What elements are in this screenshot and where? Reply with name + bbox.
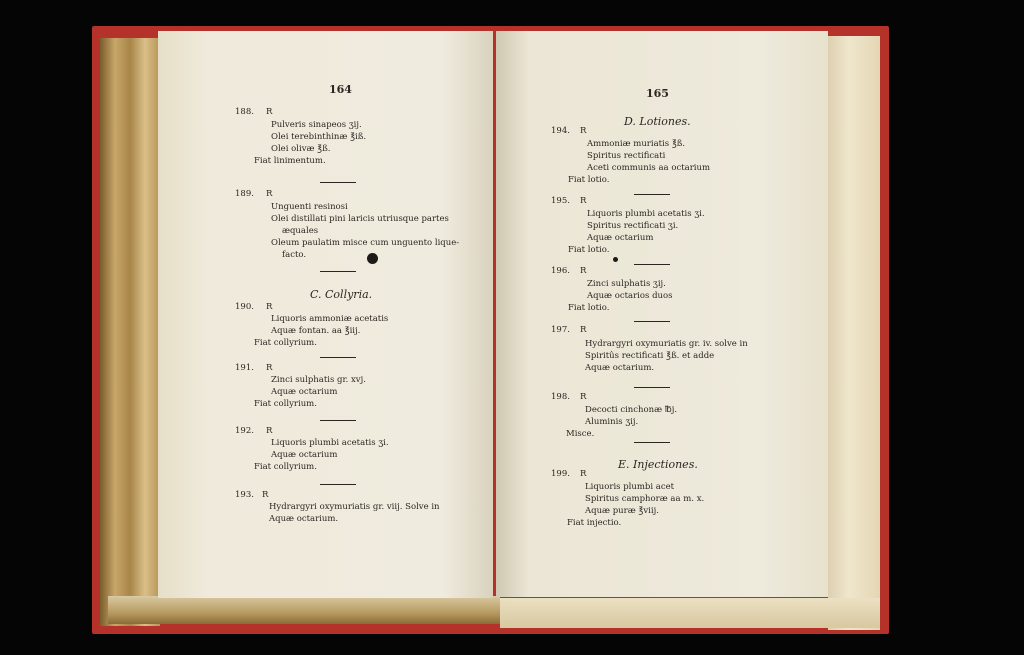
section-heading: E. Injectiones. bbox=[618, 458, 698, 471]
directive-line: Fiat linimentum. bbox=[254, 156, 326, 166]
ingredient-line: Pulveris sinapeos ʒij. bbox=[271, 120, 362, 130]
page-edges-right bbox=[828, 36, 880, 630]
recipe-symbol: R bbox=[266, 426, 273, 436]
left-page bbox=[158, 31, 493, 598]
ingredient-line: Aquæ puræ ℥viij. bbox=[585, 506, 659, 516]
directive-line: Fiat injectio. bbox=[567, 518, 622, 528]
page-number: 165 bbox=[646, 87, 669, 100]
prescription-number: 189. bbox=[235, 189, 254, 199]
right-page bbox=[496, 31, 828, 597]
recipe-symbol: R bbox=[580, 392, 587, 402]
ingredient-line: Aluminis ʒij. bbox=[585, 417, 639, 427]
prescription-number: 194. bbox=[551, 126, 570, 136]
ingredient-line: facto. bbox=[282, 250, 307, 260]
divider bbox=[634, 387, 670, 388]
directive-line: Fiat lotio. bbox=[568, 175, 610, 185]
recipe-symbol: R bbox=[580, 266, 587, 276]
ingredient-line: Aquæ octarium bbox=[271, 387, 338, 397]
recipe-symbol: R bbox=[580, 196, 587, 206]
prescription-number: 196. bbox=[551, 266, 570, 276]
ingredient-line: Aquæ fontan. aa ℥iij. bbox=[271, 326, 361, 336]
page-edges-right-bottom bbox=[500, 598, 880, 628]
ingredient-line: Aceti communis aa octarium bbox=[587, 163, 711, 173]
ingredient-line: Liquoris ammoniæ acetatis bbox=[271, 314, 389, 324]
recipe-symbol: R bbox=[266, 302, 273, 312]
page-edges-left bbox=[100, 38, 160, 626]
directive-line: Fiat collyrium. bbox=[254, 399, 317, 409]
page-edges-bottom bbox=[108, 596, 500, 624]
divider bbox=[320, 357, 356, 358]
ingredient-line: Oleum paulatim misce cum unguento lique- bbox=[271, 238, 460, 248]
ingredient-line: Olei terebinthinæ ℥iß. bbox=[271, 132, 367, 142]
ingredient-line: Zinci sulphatis ʒij. bbox=[587, 279, 666, 289]
divider bbox=[320, 271, 356, 272]
ingredient-line: Unguenti resinosi bbox=[271, 202, 348, 212]
ingredient-line: Spiritus rectificati ʒi. bbox=[587, 221, 679, 231]
ink-stain bbox=[367, 253, 378, 264]
recipe-symbol: R bbox=[266, 189, 273, 199]
ingredient-line: Spiritus camphoræ aa m. x. bbox=[585, 494, 705, 504]
ingredient-line: Hydrargyri oxymuriatis gr. iv. solve in bbox=[585, 339, 748, 349]
prescription-number: 192. bbox=[235, 426, 254, 436]
ingredient-line: Liquoris plumbi acetatis ʒi. bbox=[587, 209, 705, 219]
ingredient-line: Hydrargyri oxymuriatis gr. viij. Solve in bbox=[269, 502, 440, 512]
directive-line: Fiat lotio. bbox=[568, 245, 610, 255]
ingredient-line: Aquæ octarium bbox=[587, 233, 654, 243]
prescription-number: 195. bbox=[551, 196, 570, 206]
ingredient-line: Spiritûs rectificati ℥ß. et adde bbox=[585, 351, 715, 361]
ingredient-line: Spiritus rectificati bbox=[587, 151, 666, 161]
ingredient-line: Zinci sulphatis gr. xvj. bbox=[271, 375, 366, 385]
ingredient-line: Ammoniæ muriatis ℥ß. bbox=[587, 139, 686, 149]
section-heading: C. Collyria. bbox=[310, 288, 373, 301]
ingredient-line: Liquoris plumbi acetatis ʒi. bbox=[271, 438, 389, 448]
prescription-number: 190. bbox=[235, 302, 254, 312]
divider bbox=[634, 442, 670, 443]
prescription-number: 193. bbox=[235, 490, 254, 500]
directive-line: Fiat collyrium. bbox=[254, 462, 317, 472]
directive-line: Fiat collyrium. bbox=[254, 338, 317, 348]
directive-line: Misce. bbox=[566, 429, 595, 439]
page-number: 164 bbox=[329, 83, 352, 96]
ingredient-line: Aquæ octarium bbox=[271, 450, 338, 460]
divider bbox=[320, 420, 356, 421]
ingredient-line: æquales bbox=[282, 226, 319, 236]
prescription-number: 197. bbox=[551, 325, 570, 335]
ink-spot bbox=[613, 257, 618, 262]
divider bbox=[634, 321, 670, 322]
prescription-number: 191. bbox=[235, 363, 254, 373]
divider bbox=[320, 182, 356, 183]
divider bbox=[634, 194, 670, 195]
ingredient-line: Aquæ octarium. bbox=[585, 363, 655, 373]
prescription-number: 188. bbox=[235, 107, 254, 117]
divider bbox=[320, 484, 356, 485]
ingredient-line: Aquæ octarium. bbox=[269, 514, 339, 524]
ingredient-line: Olei distillati pini laricis utriusque partes bbox=[271, 214, 449, 224]
ingredient-line: Aquæ octarios duos bbox=[587, 291, 673, 301]
ingredient-line: Olei olivæ ℥ß. bbox=[271, 144, 331, 154]
recipe-symbol: R bbox=[580, 469, 587, 479]
recipe-symbol: R bbox=[580, 126, 587, 136]
directive-line: Fiat lotio. bbox=[568, 303, 610, 313]
recipe-symbol: R bbox=[266, 107, 273, 117]
ingredient-line: Decocti cinchonæ ℔j. bbox=[585, 405, 678, 415]
recipe-symbol: R bbox=[262, 490, 269, 500]
recipe-symbol: R bbox=[580, 325, 587, 335]
recipe-symbol: R bbox=[266, 363, 273, 373]
section-heading: D. Lotiones. bbox=[624, 115, 691, 128]
ingredient-line: Liquoris plumbi acet bbox=[585, 482, 675, 492]
divider bbox=[634, 264, 670, 265]
prescription-number: 199. bbox=[551, 469, 570, 479]
prescription-number: 198. bbox=[551, 392, 570, 402]
